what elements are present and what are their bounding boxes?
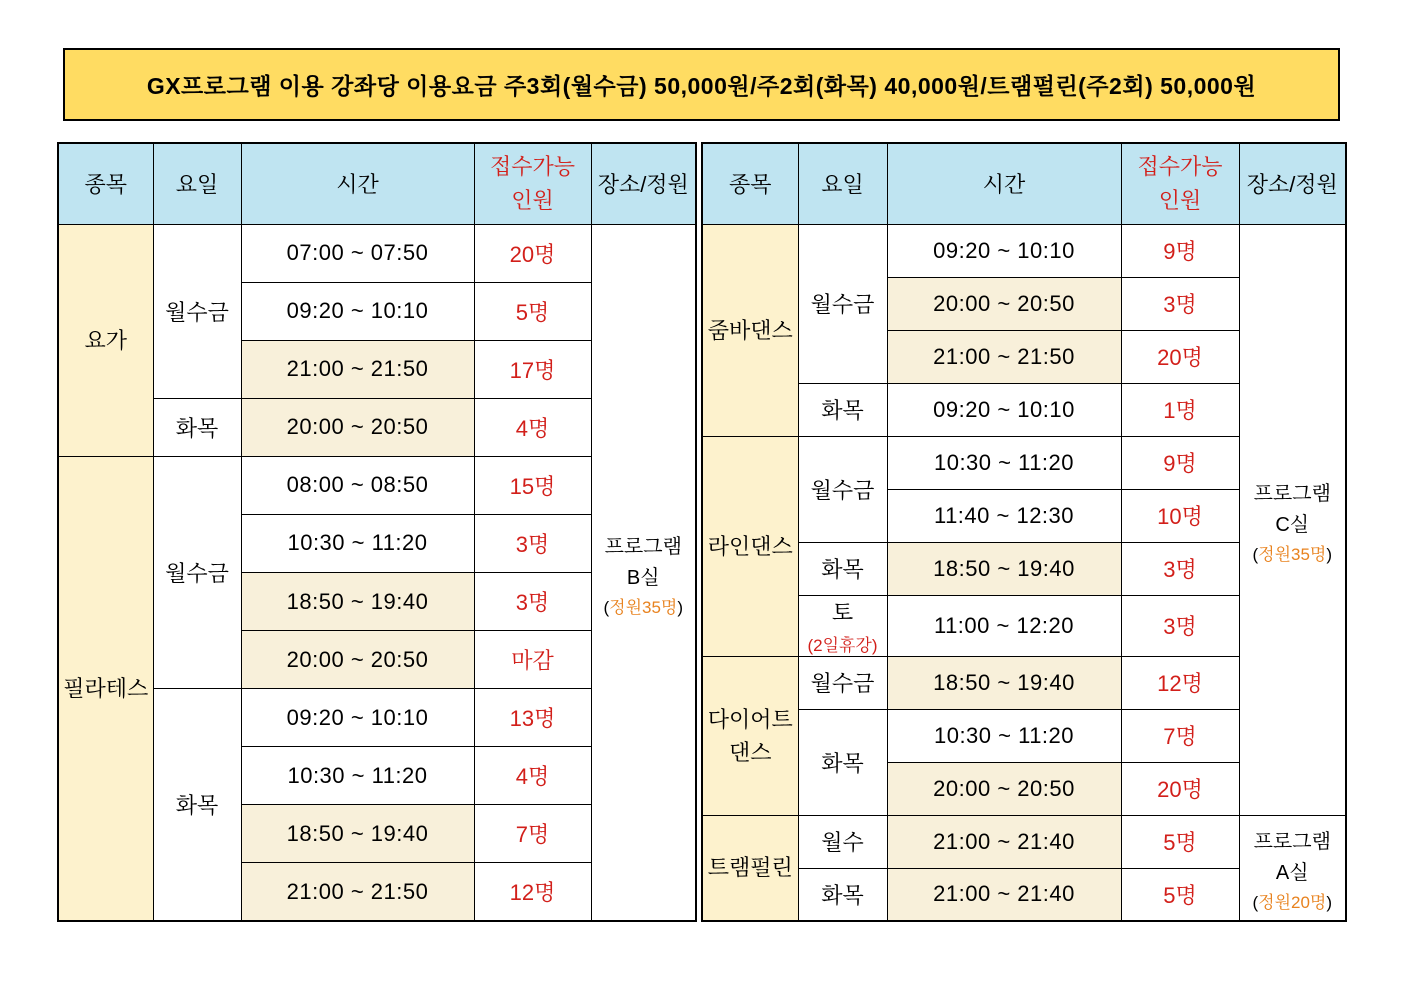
col-header-time: 시간 — [887, 143, 1121, 224]
category-cell: 요가 — [58, 224, 153, 456]
category-cell: 라인댄스 — [702, 436, 798, 656]
capacity-cell: 20명 — [1121, 762, 1239, 815]
col-header-time: 시간 — [241, 143, 474, 224]
fee-banner — [63, 48, 1340, 121]
location-capacity-close: ) — [1326, 893, 1333, 913]
location-capacity — [1240, 894, 1346, 913]
capacity-cell: 3명 — [474, 572, 591, 630]
day-label: 화목 — [821, 557, 864, 582]
capacity-cell: 13명 — [474, 689, 591, 747]
category-cell: 필라테스 — [58, 456, 153, 921]
time-cell: 11:00 ~ 12:20 — [887, 595, 1121, 656]
category-cell: 다이어트 댄스 — [702, 656, 798, 815]
time-cell: 10:30 ~ 11:20 — [887, 436, 1121, 489]
location-capacity-close: ) — [677, 597, 684, 617]
col-header-capacity-line1: 접수가능 — [489, 153, 575, 179]
time-cell: 09:20 ~ 10:10 — [241, 689, 474, 747]
day-label: 화목 — [821, 398, 864, 423]
day-cell — [798, 709, 887, 815]
schedule-row — [58, 224, 696, 282]
day-note: (2일휴강) — [807, 635, 878, 655]
time-cell: 10:30 ~ 11:20 — [887, 709, 1121, 762]
schedule-table-left — [57, 142, 697, 922]
day-label: 월수금 — [165, 560, 229, 586]
location-capacity-open: ( — [603, 597, 610, 617]
location-capacity-text: 정원35명 — [609, 597, 678, 617]
fee-banner-text: GX프로그램 이용 강좌당 이용요금 주3회(월수금) 50,000원/주2회(화목) 40,000원/트램펄린(주2회) 50,000원 — [146, 73, 1257, 99]
day-cell — [798, 868, 887, 921]
schedule-body-left — [58, 224, 696, 921]
time-cell: 18:50 ~ 19:40 — [887, 656, 1121, 709]
location-capacity-open: ( — [1252, 545, 1259, 565]
location-line1: 프로그램 — [604, 535, 682, 558]
location-line2: B실 — [626, 566, 660, 589]
capacity-cell: 10명 — [1121, 489, 1239, 542]
location-capacity-text: 정원20명 — [1258, 893, 1327, 913]
capacity-cell: 마감 — [474, 631, 591, 689]
day-label: 월수 — [821, 830, 864, 855]
capacity-cell: 3명 — [1121, 542, 1239, 595]
day-label: 화목 — [175, 793, 219, 819]
capacity-cell: 7명 — [474, 805, 591, 863]
capacity-cell: 12명 — [1121, 656, 1239, 709]
time-cell: 20:00 ~ 20:50 — [241, 631, 474, 689]
day-label: 월수금 — [165, 299, 229, 325]
location-cell — [1239, 815, 1346, 921]
day-cell — [153, 689, 241, 921]
category-cell: 트램펄린 — [702, 815, 798, 921]
capacity-cell: 7명 — [1121, 709, 1239, 762]
day-label: 화목 — [175, 415, 219, 441]
location-line1: 프로그램 — [1253, 483, 1331, 506]
location-capacity-text: 정원35명 — [1258, 545, 1327, 565]
col-header-location: 장소/정원 — [591, 143, 696, 224]
day-cell — [798, 436, 887, 542]
col-header-category: 종목 — [702, 143, 798, 224]
day-label: 월수금 — [810, 671, 875, 696]
col-header-capacity-line1: 접수가능 — [1137, 153, 1223, 179]
schedule-body-right — [702, 224, 1346, 921]
day-label: 화목 — [821, 882, 864, 908]
col-header-day: 요일 — [798, 143, 887, 224]
time-cell: 18:50 ~ 19:40 — [887, 542, 1121, 595]
time-cell: 10:30 ~ 11:20 — [241, 514, 474, 572]
capacity-cell: 12명 — [474, 863, 591, 921]
capacity-cell: 5명 — [1121, 815, 1239, 868]
time-cell: 21:00 ~ 21:50 — [887, 330, 1121, 383]
time-cell: 08:00 ~ 08:50 — [241, 456, 474, 514]
time-cell: 20:00 ~ 20:50 — [887, 277, 1121, 330]
day-cell — [798, 542, 887, 595]
time-cell: 21:00 ~ 21:50 — [241, 340, 474, 398]
location-capacity-close: ) — [1326, 545, 1333, 565]
capacity-cell: 20명 — [1121, 330, 1239, 383]
capacity-cell: 9명 — [1121, 224, 1239, 277]
day-cell — [153, 224, 241, 398]
location-capacity — [1240, 546, 1346, 565]
capacity-cell: 15명 — [474, 456, 591, 514]
time-cell: 09:20 ~ 10:10 — [887, 383, 1121, 436]
schedule-table-right — [701, 142, 1347, 922]
col-header-category: 종목 — [58, 143, 153, 224]
day-cell — [153, 398, 241, 456]
capacity-cell: 3명 — [1121, 595, 1239, 656]
time-cell: 21:00 ~ 21:50 — [241, 863, 474, 921]
day-cell — [798, 656, 887, 709]
location-cell — [591, 224, 696, 921]
time-cell: 21:00 ~ 21:40 — [887, 815, 1121, 868]
time-cell: 20:00 ~ 20:50 — [887, 762, 1121, 815]
day-cell — [798, 815, 887, 868]
location-line2: A실 — [1275, 862, 1309, 885]
location-cell — [1239, 224, 1346, 815]
time-cell: 07:00 ~ 07:50 — [241, 224, 474, 282]
day-label: 월수금 — [810, 477, 875, 503]
header-row — [58, 143, 696, 224]
day-label: 화목 — [821, 750, 864, 776]
day-label: 월수금 — [810, 292, 875, 317]
time-cell: 20:00 ~ 20:50 — [241, 398, 474, 456]
col-header-capacity-line2: 인원 — [511, 187, 554, 213]
day-label: 토 — [831, 599, 854, 625]
capacity-cell: 5명 — [474, 282, 591, 340]
day-cell — [798, 595, 887, 656]
time-cell: 18:50 ~ 19:40 — [241, 572, 474, 630]
time-cell: 10:30 ~ 11:20 — [241, 747, 474, 805]
location-line2: C실 — [1275, 514, 1310, 537]
capacity-cell: 20명 — [474, 224, 591, 282]
col-header-day: 요일 — [153, 143, 241, 224]
time-cell: 18:50 ~ 19:40 — [241, 805, 474, 863]
schedule-row — [702, 815, 1346, 868]
category-cell: 줌바댄스 — [702, 224, 798, 436]
time-cell: 11:40 ~ 12:30 — [887, 489, 1121, 542]
time-cell: 09:20 ~ 10:10 — [241, 282, 474, 340]
schedule-row — [702, 224, 1346, 277]
col-header-capacity — [474, 143, 591, 224]
capacity-cell: 5명 — [1121, 868, 1239, 921]
col-header-capacity-line2: 인원 — [1158, 187, 1202, 213]
location-capacity — [592, 599, 696, 618]
time-cell: 09:20 ~ 10:10 — [887, 224, 1121, 277]
capacity-cell: 4명 — [474, 747, 591, 805]
location-capacity-open: ( — [1252, 893, 1259, 913]
day-cell — [153, 456, 241, 688]
capacity-cell: 9명 — [1121, 436, 1239, 489]
day-cell — [798, 383, 887, 436]
location-line1: 프로그램 — [1253, 831, 1331, 854]
col-header-capacity — [1121, 143, 1239, 224]
time-cell: 21:00 ~ 21:40 — [887, 868, 1121, 921]
capacity-cell: 17명 — [474, 340, 591, 398]
header-row — [702, 143, 1346, 224]
day-cell — [798, 224, 887, 383]
capacity-cell: 1명 — [1121, 383, 1239, 436]
col-header-location: 장소/정원 — [1239, 143, 1346, 224]
capacity-cell: 3명 — [474, 514, 591, 572]
capacity-cell: 3명 — [1121, 277, 1239, 330]
capacity-cell: 4명 — [474, 398, 591, 456]
